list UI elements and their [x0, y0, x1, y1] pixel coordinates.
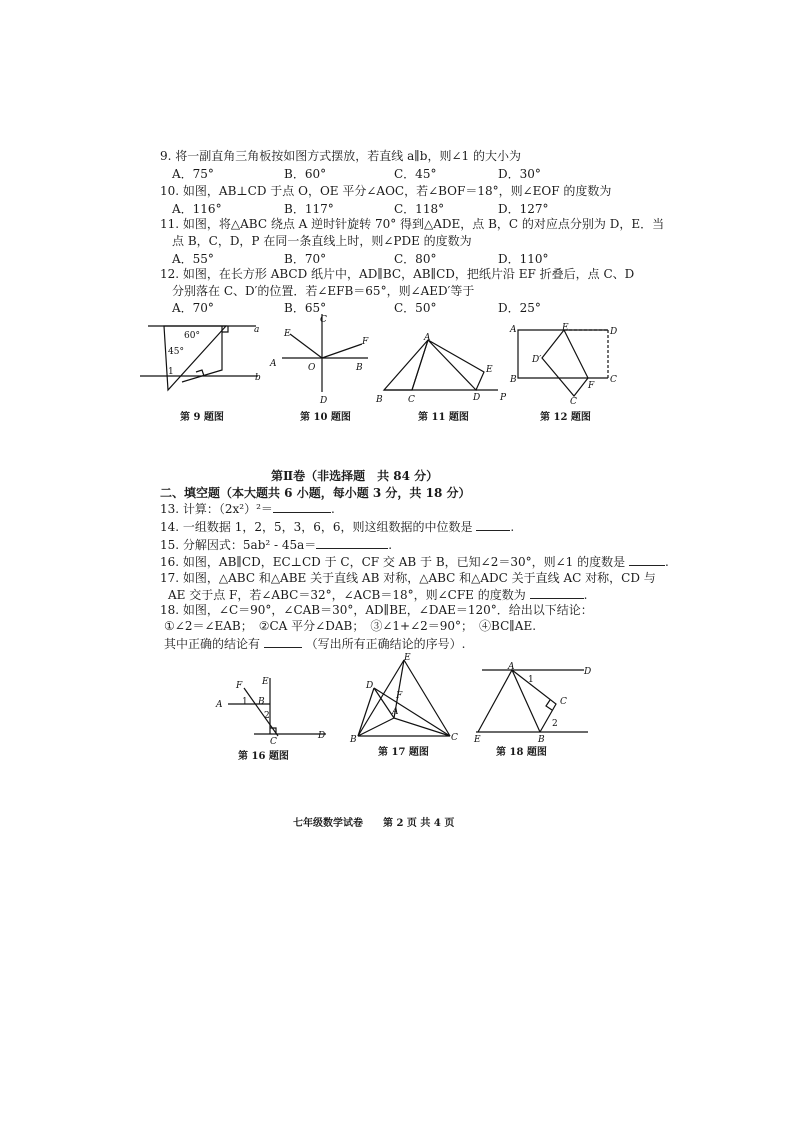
answer-blank[interactable] — [264, 635, 302, 648]
figure-12 — [508, 322, 620, 406]
question-14 — [160, 518, 514, 536]
question-18-line1: 18. 如图，∠C＝90°，∠CAB＝30°，AD∥BE，∠DAE＝120°．给出以下结论： — [160, 603, 593, 617]
part-2-title: 第Ⅱ卷（非选择题 共 84 分） — [271, 469, 439, 483]
answer-blank[interactable] — [629, 553, 665, 566]
label-B: B — [356, 363, 363, 373]
label-A: A — [392, 707, 399, 717]
question-12-line2: 分别落在 C、D′的位置．若∠EFB＝65°，则∠AED′等于 — [172, 284, 475, 298]
figure-17 — [350, 654, 460, 744]
label-60: 60° — [184, 331, 200, 341]
option-a: A．55° — [172, 252, 214, 266]
answer-blank[interactable] — [316, 536, 388, 549]
label-F: F — [396, 691, 403, 701]
label-E: E — [562, 323, 569, 333]
label-Cprime: C — [570, 397, 577, 407]
question-18-tail: （写出所有正确结论的序号）. — [305, 637, 466, 651]
question-14-end: . — [510, 520, 515, 534]
label-E: E — [486, 365, 493, 375]
label-Dprime: D′ — [532, 355, 542, 365]
answer-blank[interactable] — [476, 518, 510, 531]
option-b: B．65° — [284, 301, 327, 315]
label-D: D — [610, 327, 618, 337]
caption-fig11: 第 11 题图 — [418, 412, 469, 423]
question-16 — [160, 553, 669, 571]
label-a: a — [254, 325, 260, 335]
option-b: B．70° — [284, 252, 327, 266]
label-E: E — [404, 653, 411, 663]
option-b: B．60° — [284, 167, 327, 181]
label-E: E — [284, 329, 291, 339]
label-D: D — [366, 681, 374, 691]
section-fill-in: 二、填空题（本大题共 6 小题，每小题 3 分，共 18 分） — [160, 486, 471, 500]
question-15-text: 15. 分解因式：5ab² - 45a＝ — [160, 538, 317, 552]
question-11-line2: 点 B，C，D，P 在同一条直线上时，则∠PDE 的度数为 — [172, 234, 472, 248]
label-P: P — [500, 393, 507, 403]
question-15 — [160, 536, 392, 554]
caption-fig9: 第 9 题图 — [180, 412, 224, 423]
label-C: C — [560, 697, 567, 707]
caption-fig17: 第 17 题图 — [378, 747, 429, 758]
option-b: B．117° — [284, 202, 334, 216]
option-d: D．110° — [498, 252, 549, 266]
label-B: B — [376, 395, 383, 405]
label-1: 1 — [242, 697, 248, 707]
label-B: B — [538, 735, 545, 745]
label-b: b — [255, 373, 261, 383]
label-A: A — [508, 662, 515, 672]
label-A: A — [216, 700, 223, 710]
caption-fig16: 第 16 题图 — [238, 751, 289, 762]
option-c: C．45° — [394, 167, 437, 181]
question-15-end: . — [388, 538, 393, 552]
label-C: C — [408, 395, 415, 405]
label-D: D — [318, 731, 326, 741]
label-A: A — [510, 325, 517, 335]
question-9: 9. 将一副直角三角板按如图方式摆放，若直线 a∥b，则∠1 的大小为 — [160, 149, 521, 163]
label-D: D — [473, 393, 481, 403]
label-F: F — [362, 337, 369, 347]
option-c: C．50° — [394, 301, 437, 315]
question-10: 10. 如图，AB⊥CD 于点 O，OE 平分∠AOC，若∠BOF＝18°，则∠EOF 的度数为 — [160, 184, 612, 198]
label-C: C — [320, 315, 327, 325]
answer-blank[interactable] — [530, 586, 584, 599]
option-d: D．127° — [498, 202, 549, 216]
label-C: C — [270, 737, 277, 747]
question-12-line1: 12. 如图，在长方形 ABCD 纸片中，AD∥BC，AB∥CD，把纸片沿 EF 折叠后，点 C、D — [160, 267, 635, 281]
figure-18 — [472, 660, 602, 744]
option-c: C．80° — [394, 252, 437, 266]
question-14-text: 14. 一组数据 1，2，5，3，6，6，则这组数据的中位数是 — [160, 520, 473, 534]
question-11-line1: 11. 如图，将△ABC 绕点 A 逆时针旋转 70° 得到△ADE，点 B，C 的对应点分别为 D，E．当 — [160, 217, 665, 231]
answer-blank[interactable] — [273, 500, 331, 513]
label-C: C — [610, 375, 617, 385]
page-footer: 七年级数学试卷 第 2 页 共 4 页 — [293, 818, 455, 829]
caption-fig12: 第 12 题图 — [540, 412, 591, 423]
question-16-end: . — [664, 555, 669, 569]
caption-fig18: 第 18 题图 — [496, 747, 547, 758]
question-16-text: 16. 如图，AB∥CD，EC⊥CD 于 C，CF 交 AB 于 B，已知∠2＝30°，则∠1 的度数是 — [160, 555, 626, 569]
question-18-text: 其中正确的结论有 — [164, 637, 261, 651]
option-d: D．25° — [498, 301, 541, 315]
label-2: 2 — [264, 711, 270, 721]
question-17-end: . — [583, 588, 588, 602]
option-a: A．70° — [172, 301, 214, 315]
question-17-line1: 17. 如图，△ABC 和△ABE 关于直线 AB 对称，△ABC 和△ADC 关于直线 AC 对称，CD 与 — [160, 571, 656, 585]
label-45: 45° — [168, 347, 184, 357]
figure-11 — [376, 330, 516, 405]
option-a: A．116° — [172, 202, 222, 216]
question-18-line3 — [164, 635, 466, 653]
figure-16 — [214, 672, 334, 747]
label-1: 1 — [168, 367, 174, 377]
label-2: 2 — [552, 719, 558, 729]
label-B: B — [510, 375, 517, 385]
option-a: A．75° — [172, 167, 214, 181]
figure-10 — [268, 308, 378, 408]
label-A: A — [270, 359, 277, 369]
option-d: D．30° — [498, 167, 541, 181]
question-13-text: 13. 计算：（2x²）²＝ — [160, 502, 273, 516]
label-O: O — [308, 363, 316, 373]
question-17-text: AE 交于点 F，若∠ABC＝32°，∠ACB＝18°，则∠CFE 的度数为 — [168, 588, 526, 602]
label-C: C — [451, 733, 458, 743]
label-B: B — [258, 697, 265, 707]
question-18-conclusions: ①∠2＝∠EAB； ②CA 平分∠DAB； ③∠1+∠2＝90°； ④BC∥AE. — [164, 619, 537, 633]
label-D: D — [584, 667, 592, 677]
label-D: D — [320, 396, 328, 406]
question-13 — [160, 500, 335, 518]
option-c: C．118° — [394, 202, 445, 216]
question-13-end: . — [330, 502, 335, 516]
label-E: E — [474, 735, 481, 745]
label-F: F — [236, 681, 243, 691]
label-E: E — [262, 677, 269, 687]
label-1: 1 — [528, 675, 534, 685]
caption-fig10: 第 10 题图 — [300, 412, 351, 423]
figure-9 — [138, 318, 268, 408]
label-F: F — [588, 381, 595, 391]
label-B: B — [350, 735, 357, 745]
label-A: A — [424, 333, 431, 343]
